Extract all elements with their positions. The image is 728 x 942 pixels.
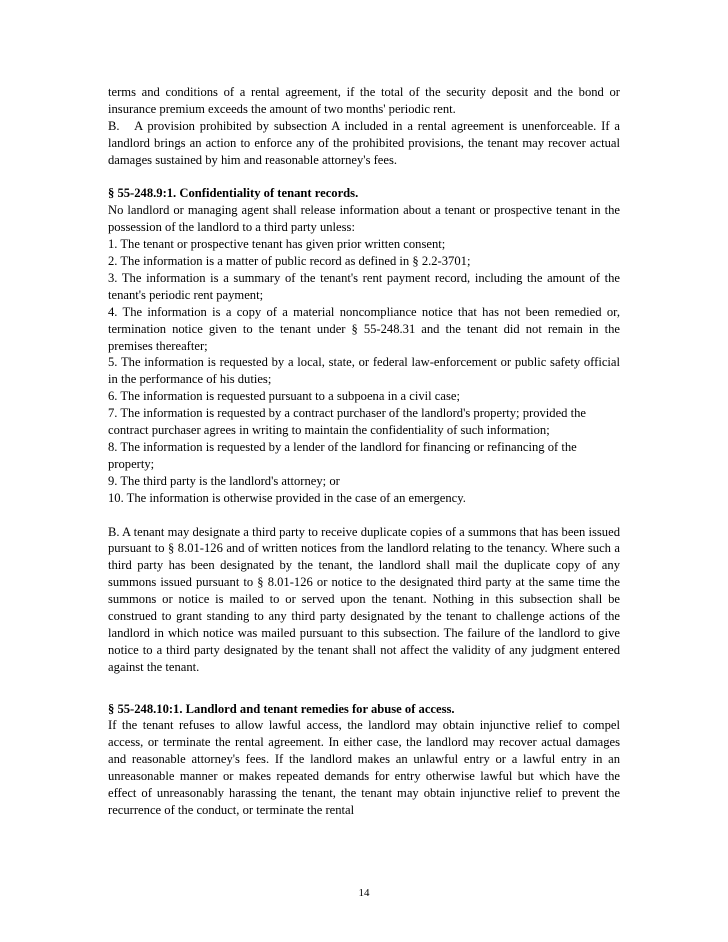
list-item-7: 7. The information is requested by a contract purchaser of the landlord's property; provided the contract purchaser agrees in writing to maintain the confidentiality of such information; bbox=[108, 406, 587, 438]
spacer bbox=[108, 169, 620, 186]
spacer bbox=[108, 693, 620, 701]
document-page bbox=[108, 84, 620, 819]
spacer bbox=[108, 676, 620, 693]
list-item-5: 5. The information is requested by a local, state, or federal law-enforcement or public safety official in the performance of his duties; bbox=[108, 355, 620, 387]
list-item-1: 1. The tenant or prospective tenant has given prior written consent; bbox=[108, 237, 446, 252]
continuation-paragraph: terms and conditions of a rental agreement, if the total of the security deposit and the bond or insurance premium exceeds the amount of two months' periodic rent. bbox=[108, 85, 620, 116]
list-item-6: 6. The information is requested pursuant to a subpoena in a civil case; bbox=[108, 389, 460, 404]
spacer bbox=[108, 507, 620, 524]
paragraph-b-third-party: B. A tenant may designate a third party to receive duplicate copies of a summons that has been issued pursuant to § 8.01-126 and of written notices from the landlord relating to the tenancy. Where such a third party has been designated by the tenant, the landlord shall mail the duplicate copy of any summons issued pursuant to § 8.01-126 or notice to the designated third party at the same time the summons or notice is mailed to or served upon the tenant. Nothing in this subsection shall be construed to grant standing to any third party designated by the tenant to challenge actions of the landlord in which notice was mailed pursuant to this subsection. The failure of the landlord to give notice to a third party designated by the tenant shall not affect the validity of any judgment entered against the tenant. bbox=[108, 524, 620, 674]
section-body-abuse-of-access: If the tenant refuses to allow lawful access, the landlord may obtain injunctive relief to compel access, or terminate the rental agreement. In either case, the landlord may recover actual damages and reasonable attorney's fees. If the landlord makes an unlawful entry or a lawful entry in an unreasonable manner or makes repeated demands for entry otherwise lawful but which have the effect of unreasonably harassing the tenant, the tenant may obtain injunctive relief to prevent the recurrence of the conduct, or terminate the rental bbox=[108, 718, 620, 818]
list-item-4: 4. The information is a copy of a material noncompliance notice that has not been remedied or, termination notice given to the tenant under § 55-248.31 and the tenant did not remain in the premises thereafter; bbox=[108, 304, 620, 353]
list-item-2: 2. The information is a matter of public record as defined in § 2.2-3701; bbox=[108, 254, 471, 269]
section-heading-confidentiality: § 55-248.9:1. Confidentiality of tenant records. bbox=[108, 186, 359, 201]
subsection-b-paragraph: B. A provision prohibited by subsection A included in a rental agreement is unenforceable. If a landlord brings an action to enforce any of the prohibited provisions, the tenant may recover actual damages sustained by him and reasonable attorney's fees. bbox=[108, 118, 620, 167]
list-item-10: 10. The information is otherwise provided in the case of an emergency. bbox=[108, 490, 466, 505]
section-intro: No landlord or managing agent shall release information about a tenant or prospective tenant in the possession of the landlord to a third party unless: bbox=[108, 203, 620, 235]
section-heading-abuse-of-access: § 55-248.10:1. Landlord and tenant remedies for abuse of access. bbox=[108, 701, 455, 716]
page-number: 14 bbox=[358, 887, 370, 899]
list-item-3: 3. The information is a summary of the tenant's rent payment record, including the amount of the tenant's periodic rent payment; bbox=[108, 270, 620, 302]
list-item-9: 9. The third party is the landlord's attorney; or bbox=[108, 473, 340, 488]
list-item-8: 8. The information is requested by a lender of the landlord for financing or refinancing of the property; bbox=[108, 440, 577, 471]
